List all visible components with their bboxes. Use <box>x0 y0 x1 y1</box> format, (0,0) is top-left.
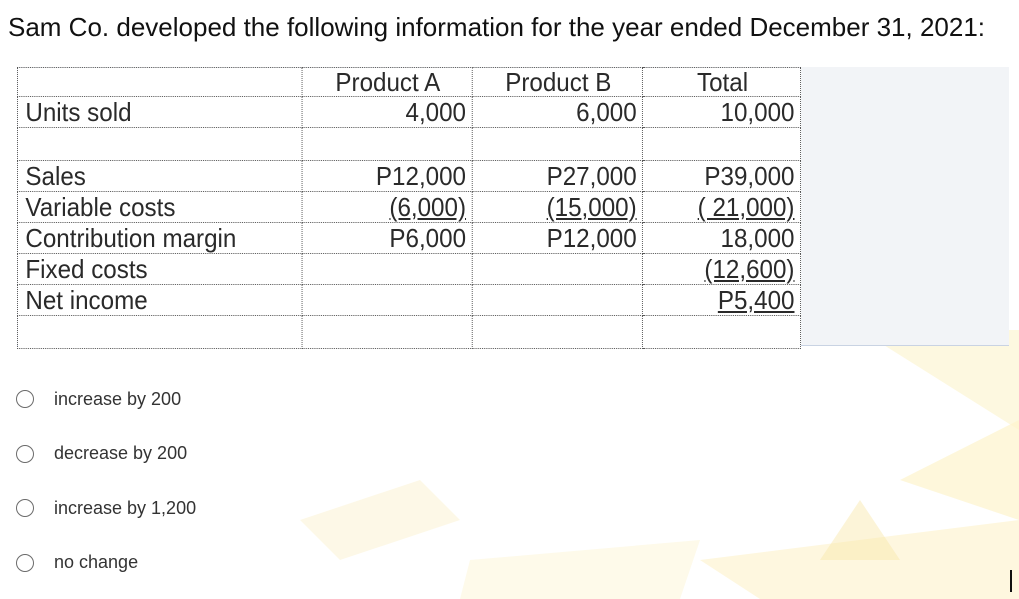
row-label: Variable costs <box>17 192 301 223</box>
cell-product-a: P6,000 <box>302 223 472 254</box>
financial-table-panel <box>17 67 1009 346</box>
cell-product-a: 4,000 <box>302 97 472 128</box>
radio-button[interactable] <box>16 445 34 463</box>
spacer-cell <box>302 316 472 349</box>
cell-product-b: 6,000 <box>472 97 643 128</box>
cell-product-a: (6,000) <box>302 192 472 223</box>
table-row-spacer <box>17 128 800 161</box>
row-label: Fixed costs <box>17 254 301 285</box>
row-label: Net income <box>17 285 301 316</box>
option-label: increase by 1,200 <box>54 497 197 518</box>
header-product-a: Product A <box>302 68 472 97</box>
table-row-spacer <box>17 316 800 349</box>
table-header-row <box>17 68 800 97</box>
radio-button[interactable] <box>16 390 34 408</box>
table-row-sales <box>17 161 800 192</box>
option-label: increase by 200 <box>54 388 182 409</box>
table-row-net-income <box>17 285 800 316</box>
cell-product-b: (15,000) <box>472 192 643 223</box>
table-row-fixed-costs <box>17 254 800 285</box>
option-label: no change <box>54 552 139 573</box>
radio-button[interactable] <box>16 499 34 517</box>
answer-option[interactable] <box>16 427 196 482</box>
cell-product-a <box>302 285 472 316</box>
cell-total: 18,000 <box>643 223 801 254</box>
row-label: Contribution margin <box>17 223 301 254</box>
spacer-cell <box>643 316 801 349</box>
spacer-cell <box>17 316 301 349</box>
table-row-contribution-margin <box>17 223 800 254</box>
header-empty-cell <box>17 68 301 97</box>
spacer-cell <box>472 316 643 349</box>
cell-total: P39,000 <box>643 161 801 192</box>
cell-product-b <box>472 285 643 316</box>
radio-button[interactable] <box>16 554 34 572</box>
spacer-cell <box>472 128 643 161</box>
answer-option[interactable] <box>16 481 196 536</box>
cell-total: P5,400 <box>643 285 801 316</box>
question-text: Sam Co. developed the following information for the year ended December 31, 2021: <box>8 12 986 42</box>
spacer-cell <box>17 128 301 161</box>
spacer-cell <box>643 128 801 161</box>
option-label: decrease by 200 <box>54 443 188 464</box>
cell-total: 10,000 <box>643 97 801 128</box>
answer-option[interactable] <box>16 536 196 591</box>
answer-options <box>16 372 196 590</box>
spacer-cell <box>302 128 472 161</box>
text-cursor <box>1010 570 1012 592</box>
financial-table <box>17 67 801 349</box>
cell-product-a: P12,000 <box>302 161 472 192</box>
cell-product-b: P27,000 <box>472 161 643 192</box>
answer-option[interactable] <box>16 372 196 427</box>
header-product-b: Product B <box>472 68 643 97</box>
row-label: Units sold <box>17 97 301 128</box>
cell-product-b <box>472 254 643 285</box>
table-row-units-sold <box>17 97 800 128</box>
header-total: Total <box>643 68 801 97</box>
cell-total: (12,600) <box>643 254 801 285</box>
cell-product-a <box>302 254 472 285</box>
table-row-variable-costs <box>17 192 800 223</box>
cell-product-b: P12,000 <box>472 223 643 254</box>
row-label: Sales <box>17 161 301 192</box>
cell-total: ( 21,000) <box>643 192 801 223</box>
